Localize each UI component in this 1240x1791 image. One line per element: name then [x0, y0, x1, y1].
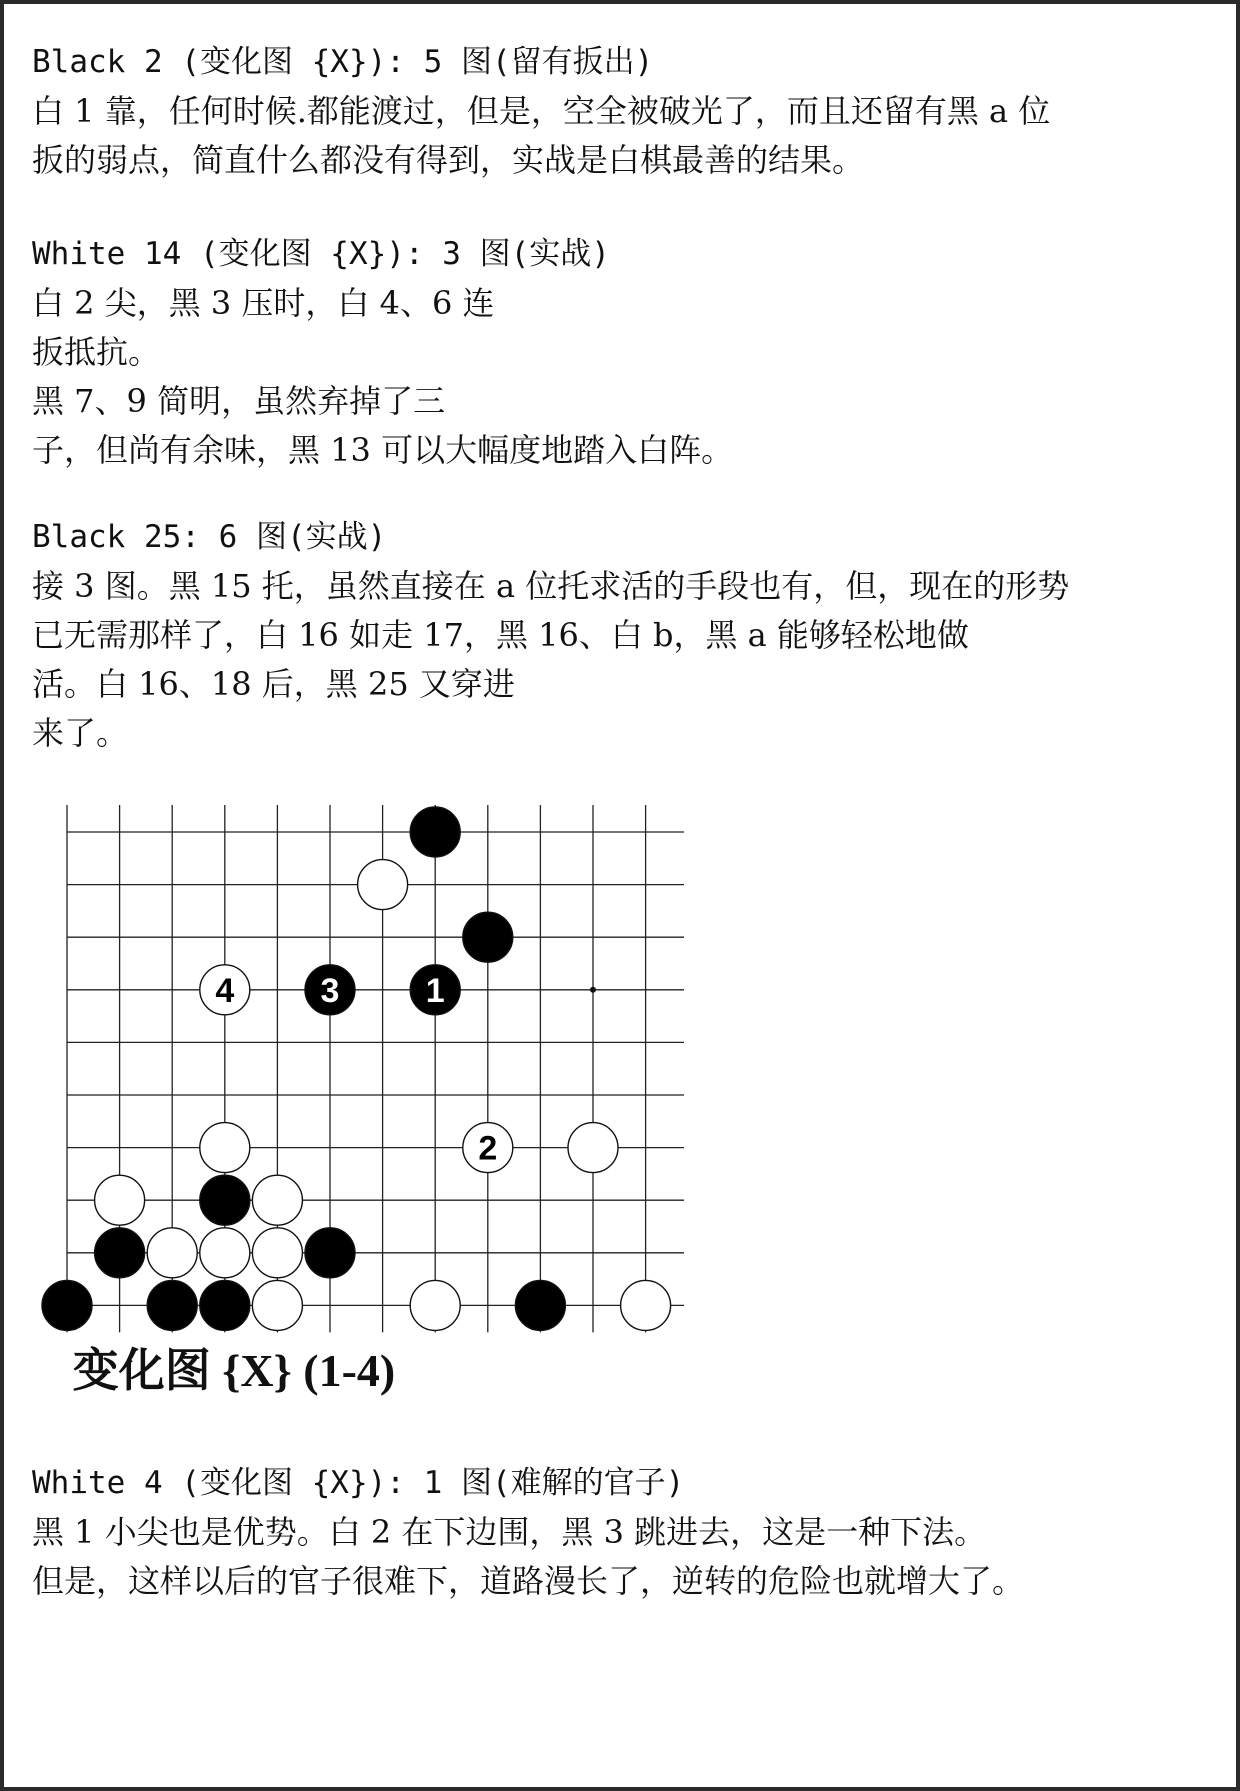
stone-disc	[147, 1228, 197, 1278]
stone-move-number: 4	[215, 971, 235, 1010]
black-stone	[305, 965, 355, 1015]
white-stone	[200, 965, 250, 1015]
stone-disc	[358, 860, 408, 910]
stone-disc	[305, 1228, 355, 1278]
stone-disc	[95, 1228, 145, 1278]
black-stone	[147, 1280, 197, 1330]
commentary-section-3	[32, 513, 1222, 758]
stone-disc	[147, 1280, 197, 1330]
stone-disc	[252, 1175, 302, 1225]
go-diagram	[34, 794, 684, 1414]
section-heading: White 4 (变化图 {X}): 1 图(难解的官子)	[32, 1465, 685, 1501]
stone-move-number: 1	[425, 971, 445, 1010]
white-stone	[463, 1123, 513, 1173]
section-text-line: 白 1 靠，任何时候.都能渡过，但是，空全被破光了，而且还留有黑 a 位	[32, 92, 1051, 130]
section-text-line: 接 3 图。黑 15 托，虽然直接在 a 位托求活的手段也有，但，现在的形势	[32, 567, 1070, 605]
section-text-line: 白 2 尖，黑 3 压时，白 4、6 连	[32, 284, 495, 322]
star-point	[590, 987, 596, 993]
stone-move-number: 2	[478, 1129, 498, 1168]
go-board	[34, 794, 684, 1414]
stone-disc	[95, 1175, 145, 1225]
section-text-line: 扳抵抗。	[32, 333, 161, 371]
stone-disc	[410, 807, 460, 857]
stone-disc	[200, 1123, 250, 1173]
section-heading: White 14 (变化图 {X}): 3 图(实战)	[32, 236, 610, 272]
white-stone	[200, 1228, 250, 1278]
black-stone	[515, 1280, 565, 1330]
commentary-section-2	[32, 230, 1222, 475]
white-stone	[568, 1123, 618, 1173]
white-stone	[621, 1280, 671, 1330]
stone-disc	[252, 1228, 302, 1278]
section-heading: Black 2 (变化图 {X}): 5 图(留有扳出)	[32, 44, 654, 80]
stone-disc	[200, 1228, 250, 1278]
section-text-line: 活。白 16、18 后，黑 25 又穿进	[32, 665, 515, 703]
black-stone	[200, 1280, 250, 1330]
stone-disc	[515, 1280, 565, 1330]
section-text-line: 子，但尚有余味，黑 13 可以大幅度地踏入白阵。	[32, 431, 734, 469]
stone-disc	[200, 1175, 250, 1225]
section-text-line: 扳的弱点，简直什么都没有得到，实战是白棋最善的结果。	[32, 141, 865, 179]
commentary-section-1	[32, 38, 1222, 185]
board-stones	[42, 807, 671, 1330]
stone-disc	[200, 1280, 250, 1330]
black-stone	[200, 1175, 250, 1225]
white-stone	[95, 1175, 145, 1225]
black-stone	[305, 1228, 355, 1278]
white-stone	[200, 1123, 250, 1173]
white-stone	[252, 1228, 302, 1278]
stone-disc	[410, 1280, 460, 1330]
stone-disc	[252, 1280, 302, 1330]
black-stone	[463, 912, 513, 962]
stone-disc	[463, 912, 513, 962]
black-stone	[42, 1280, 92, 1330]
section-text-line: 黑 1 小尖也是优势。白 2 在下边围，黑 3 跳进去，这是一种下法。	[32, 1513, 987, 1551]
white-stone	[252, 1280, 302, 1330]
black-stone	[410, 965, 460, 1015]
commentary-section-4	[32, 1459, 1222, 1606]
diagram-caption: 变化图 {X} (1-4)	[72, 1345, 396, 1396]
white-stone	[358, 860, 408, 910]
section-text-line: 但是，这样以后的官子很难下，道路漫长了，逆转的危险也就增大了。	[32, 1562, 1025, 1600]
section-text-line: 黑 7、9 简明，虽然弃掉了三	[32, 382, 446, 420]
stone-disc	[568, 1123, 618, 1173]
white-stone	[410, 1280, 460, 1330]
section-heading: Black 25: 6 图(实战)	[32, 519, 387, 555]
stone-disc	[621, 1280, 671, 1330]
black-stone	[95, 1228, 145, 1278]
section-text-line: 已无需那样了，白 16 如走 17，黑 16、白 b，黑 a 能够轻松地做	[32, 616, 969, 654]
black-stone	[410, 807, 460, 857]
white-stone	[252, 1175, 302, 1225]
section-text-line: 来了。	[32, 714, 129, 752]
stone-move-number: 3	[320, 971, 340, 1010]
white-stone	[147, 1228, 197, 1278]
stone-disc	[42, 1280, 92, 1330]
